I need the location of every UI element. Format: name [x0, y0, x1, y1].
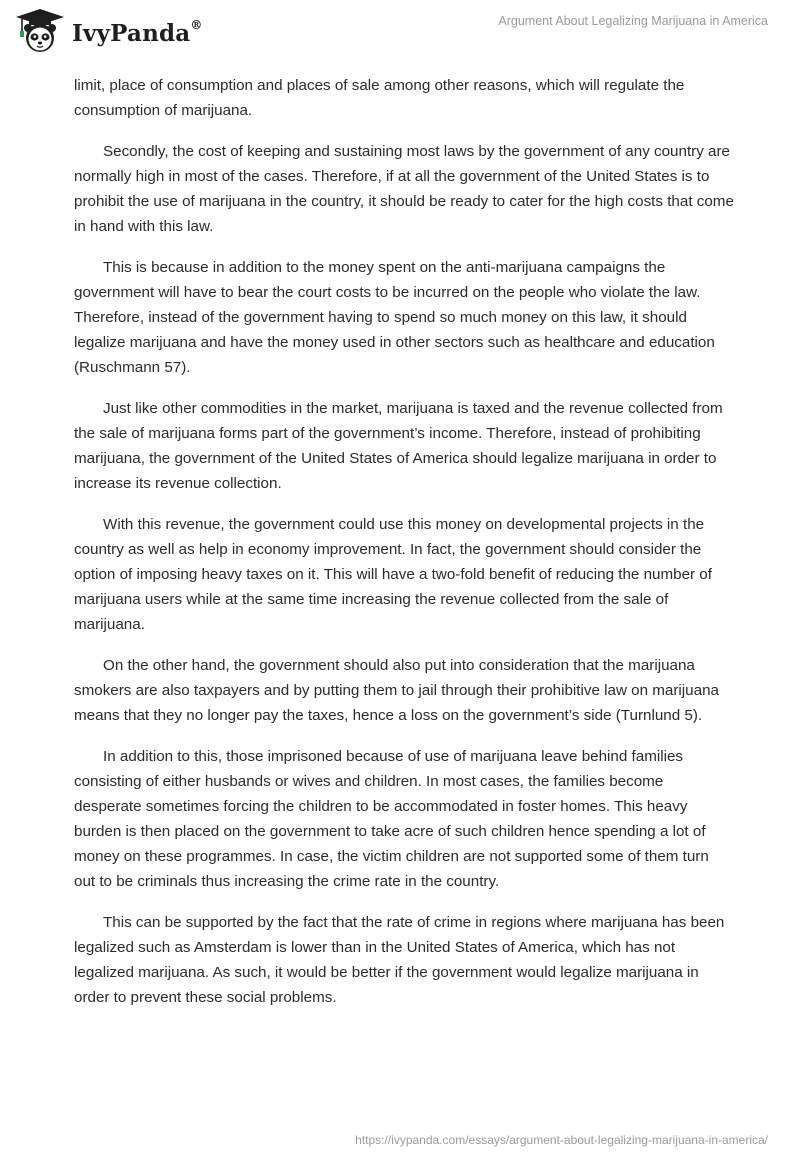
page-header: [0, 0, 800, 64]
paragraph: This is because in addition to the money spent on the anti-marijuana campaigns the government will have to bear the court costs to be incurred on the people who violate the law. Therefore, instead of the government having to spend so much money on this law, it should legalize marijuana and have the money used in other sectors such as healthcare and education (Ruschmann 57).: [74, 259, 715, 376]
document-title: Argument About Legalizing Marijuana in America: [498, 14, 768, 28]
ivypanda-logo[interactable]: [14, 8, 203, 54]
brand-name: IvyPanda®: [72, 17, 203, 47]
paragraph: On the other hand, the government should also put into consideration that the marijuana smokers are also taxpayers and by putting them to jail through their prohibitive law on marijuana means that they no longer pay the taxes, hence a loss on the government’s side (Turnlund 5).: [74, 657, 719, 724]
panda-graduate-icon: [14, 8, 66, 54]
paragraph: Secondly, the cost of keeping and sustaining most laws by the government of any country are normally high in most of the cases. Therefore, if at all the government of the United States is to prohibit the use of marijuana in the country, it should be ready to cater for the high costs that come in hand with this law.: [74, 143, 734, 235]
source-url[interactable]: https://ivypanda.com/essays/argument-about-legalizing-marijuana-in-america/: [355, 1133, 768, 1147]
paragraph: Just like other commodities in the market, marijuana is taxed and the revenue collected from the sale of marijuana forms part of the government’s income. Therefore, instead of prohibiting marijuana, the government of the United States of America should legalize marijuana in order to increase its revenue collection.: [74, 400, 723, 492]
paragraph: In addition to this, those imprisoned because of use of marijuana leave behind families consisting of either husbands or wives and children. In most cases, the families become desperate sometimes forcing the children to be accommodated in foster homes. This heavy burden is then placed on the government to take acre of such children hence spending a lot of money on these programmes. In case, the victim children are not supported some of them turn out to be criminals thus increasing the crime rate in the country.: [74, 748, 709, 890]
registered-mark: ®: [190, 17, 203, 32]
paragraph: This can be supported by the fact that the rate of crime in regions where marijuana has been legalized such as Amsterdam is lower than in the United States of America, which has not legalized marijuana. As such, it would be better if the government would legalize marijuana in order to prevent these social problems.: [74, 914, 725, 1006]
paragraph: limit, place of consumption and places of sale among other reasons, which will regulate the consumption of marijuana.: [74, 77, 685, 119]
paragraph: With this revenue, the government could use this money on developmental projects in the country as well as help in economy improvement. In fact, the government should consider the option of imposing heavy taxes on it. This will have a two-fold benefit of reducing the number of marijuana users while at the same time increasing the revenue collected from the sale of marijuana.: [74, 516, 712, 633]
essay-body: [74, 73, 734, 1026]
